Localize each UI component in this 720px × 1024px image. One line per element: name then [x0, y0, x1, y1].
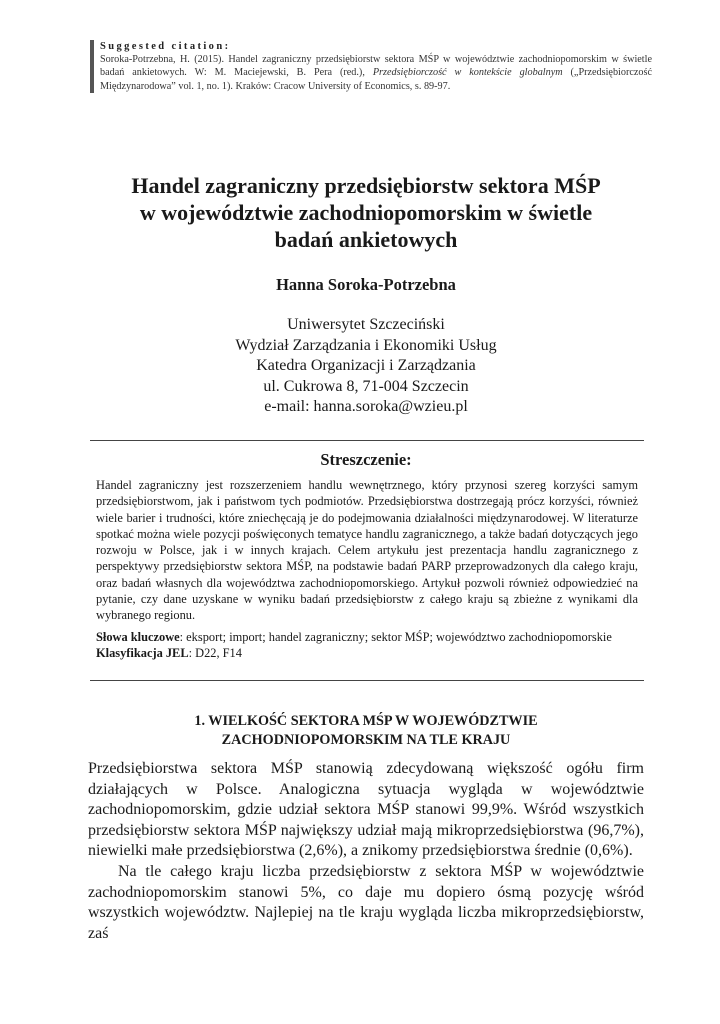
section-1-heading-line-2: ZACHODNIOPOMORSKIM NA TLE KRAJU — [221, 731, 511, 748]
body-paragraph-1: Przedsiębiorstwa sektora MŚP stanowią zdecydowaną większość ogółu firm działających w Polsce. Analogiczna sytuacja wygląda w województwie zachodniopomorskim, gdzie udział sektora MŚP stanowi 99,9%. Wśród wszystkich przedsiębiorstw sektora MŚP największy udział mają mikroprzedsiębiorstwa (96,7%), niewielki małe przedsiębiorstwa (2,6%), a znikomy przedsiębiorstwa średnie (0,6%). — [88, 760, 644, 860]
affiliation-university: Uniwersytet Szczeciński — [287, 316, 445, 333]
affiliation-faculty: Wydział Zarządzania i Ekonomiki Usług — [235, 336, 497, 354]
affiliation-email: e-mail: hanna.soroka@wzieu.pl — [264, 398, 468, 415]
citation-label: Suggested citation: — [100, 41, 231, 52]
abstract-text: Handel zagraniczny jest rozszerzeniem handlu wewnętrznego, który przynosi szereg korzyści samym przedsiębiorstwom, jak i państwom tych podmiotów. Przedsiębiorstwa dostrzegają prócz korzyści, również wiele barier i trudności, które zniechęcają je do podejmowania działalności międzynarodowej. W literaturze spotkać można wiele pozycji poświęconych tematyce handlu zagranicznego, a także badań dotyczących jego rozwoju w Polsce, jak i w innych krajach. Celem artykułu jest prezentacja handlu zagranicznego z perspektywy przedsiębiorstw sektora MŚP, na podstawie badań PARP przeprowadzonych dla całego kraju, oraz badań własnych dla województwa zachodniopomorskiego. Artykuł pozwoli również odpowiedzieć na pytanie, czy dane uzyskane w wyniku badań przedsiębiorstw z całego kraju są zbieżne z wynikami dla wybranego regionu. — [96, 478, 638, 623]
title-line-2: w województwie zachodniopomorskim w świetle — [139, 200, 593, 225]
suggested-citation — [90, 40, 652, 93]
jel-line — [96, 645, 638, 661]
title-line-3: badań ankietowych — [274, 227, 458, 252]
jel-label: Klasyfikacja JEL — [96, 646, 189, 661]
section-1-heading — [90, 712, 642, 749]
abstract-top-divider — [90, 440, 644, 441]
abstract-bottom-divider — [90, 680, 644, 681]
citation-text-end: („Przedsiębiorczość Międzynarodowa” vol. 1, no. 1). Kraków: Cracow University of Economics, s. 89-97. — [100, 67, 652, 92]
keywords-block — [96, 629, 638, 662]
citation-book-title: Przedsiębiorczość w kontekście globalnym — [372, 67, 563, 79]
jel-text: : D22, F14 — [188, 646, 242, 661]
body-paragraph-2: Na tle całego kraju liczba przedsiębiorstw z sektora MŚP w województwie zachodniopomorskim stanowi 5%, co daje mu dopiero ósmą pozycję wśród wszystkich województw. Najlepiej na tle kraju wygląda liczba mikroprzedsiębiorstw, zaś — [88, 862, 644, 942]
author-name: Hanna Soroka-Potrzebna — [276, 275, 456, 294]
abstract-heading: Streszczenie: — [320, 450, 412, 469]
author-affiliation — [90, 315, 642, 418]
affiliation-department: Katedra Organizacji i Zarządzania — [256, 357, 476, 374]
keywords-line — [96, 629, 638, 645]
section-1-heading-line-1: 1. WIELKOŚĆ SEKTORA MŚP W WOJEWÓDZTWIE — [194, 713, 538, 729]
keywords-text: : eksport; import; handel zagraniczny; sektor MŚP; województwo zachodniopomorskie — [179, 630, 612, 644]
affiliation-address: ul. Cukrowa 8, 71-004 Szczecin — [263, 377, 469, 395]
title-line-1: Handel zagraniczny przedsiębiorstw sektora MŚP — [131, 173, 601, 198]
keywords-label: Słowa kluczowe — [96, 630, 180, 644]
citation-text-start: Soroka-Potrzebna, H. (2015). Handel zagraniczny przedsiębiorstw sektora MŚP w województwie zachodniopomorskim w świetle badań ankietowych. W: M. Maciejewski, B. Pera (red.), — [100, 54, 652, 79]
section-1-body — [88, 759, 644, 944]
paper-title — [90, 172, 642, 253]
